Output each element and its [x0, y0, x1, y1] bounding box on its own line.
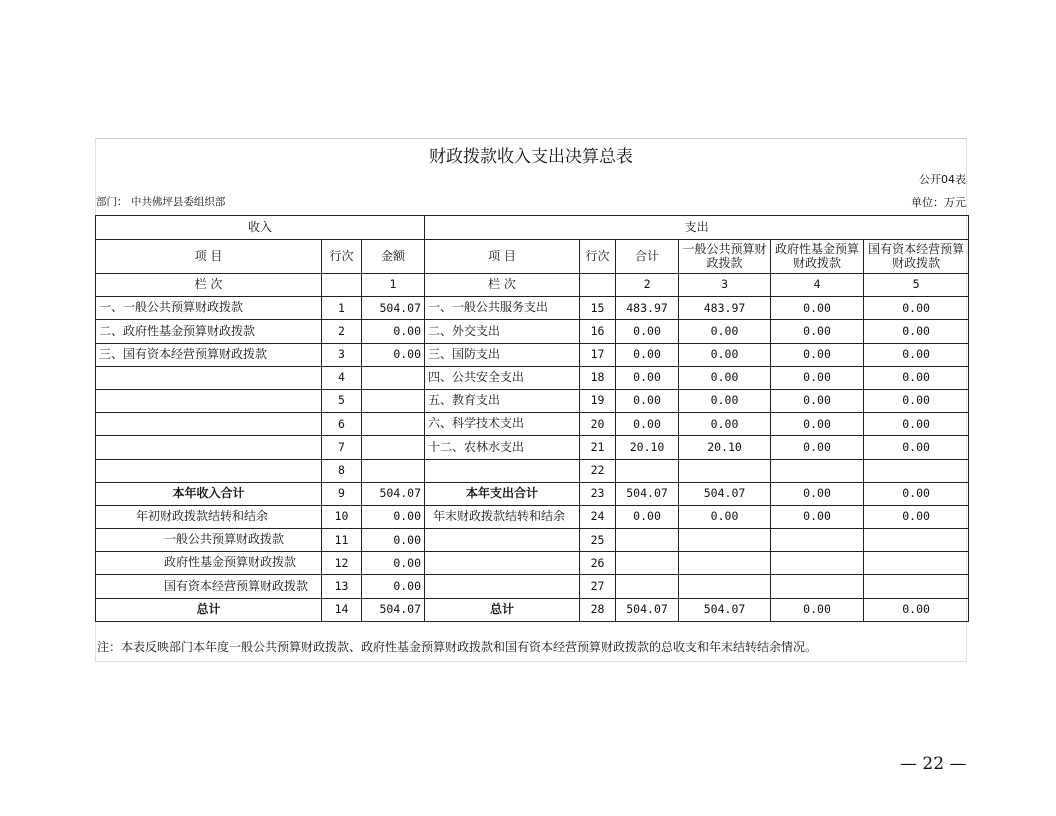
income-line-no: 6: [322, 413, 362, 436]
expense-total: 0.00: [616, 413, 679, 436]
income-line-no: 9: [322, 482, 362, 505]
general-budget-value: 0.00: [679, 343, 771, 366]
column-number: 1: [362, 274, 425, 297]
table-row: [96, 459, 969, 482]
income-line-no: 8: [322, 459, 362, 482]
state-capital-value: 0.00: [864, 413, 969, 436]
gov-fund-value: 0.00: [771, 389, 864, 412]
income-subtotal-label: 本年收入合计: [96, 482, 322, 505]
expense-line-no: 26: [580, 552, 616, 575]
income-line-no: 1: [322, 297, 362, 320]
table-row: [96, 436, 969, 459]
table-row: [96, 366, 969, 389]
income-amount: 0.00: [362, 343, 425, 366]
expense-line-no: 15: [580, 297, 616, 320]
state-capital-value: [864, 575, 969, 598]
expense-subtotal-label: 本年支出合计: [425, 482, 580, 505]
state-capital-value: 0.00: [864, 320, 969, 343]
gov-fund-value: [771, 552, 864, 575]
expense-item: [425, 529, 580, 552]
expense-item: 四、公共安全支出: [425, 366, 580, 389]
general-budget-header: 一般公共预算财政拨款: [679, 240, 771, 274]
expense-total: [616, 552, 679, 575]
column-number: 3: [679, 274, 771, 297]
income-item: 二、政府性基金预算财政拨款: [96, 320, 322, 343]
unit-label: 单位：万元: [911, 196, 966, 209]
expense-total: 483.97: [616, 297, 679, 320]
expense-total: 504.07: [616, 598, 679, 621]
expense-total: 504.07: [616, 482, 679, 505]
income-item: 政府性基金预算财政拨款: [96, 552, 322, 575]
page-number: — 22 —: [900, 754, 967, 774]
general-budget-value: 0.00: [679, 320, 771, 343]
income-line-no: 11: [322, 529, 362, 552]
income-line-no: 5: [322, 389, 362, 412]
general-budget-value: 0.00: [679, 413, 771, 436]
income-amount: [362, 436, 425, 459]
income-amount: 0.00: [362, 575, 425, 598]
gov-fund-value: 0.00: [771, 320, 864, 343]
gov-fund-value: 0.00: [771, 482, 864, 505]
income-line-no: 2: [322, 320, 362, 343]
income-item: 一、一般公共预算财政拨款: [96, 297, 322, 320]
income-amount: 0.00: [362, 505, 425, 528]
fiscal-summary-table: [95, 215, 969, 622]
state-capital-header: 国有资本经营预算财政拨款: [864, 240, 969, 274]
page-title: 财政拨款收入支出决算总表: [429, 147, 633, 167]
income-line-no: 12: [322, 552, 362, 575]
expense-total: 0.00: [616, 366, 679, 389]
column-number: 5: [864, 274, 969, 297]
state-capital-value: 0.00: [864, 343, 969, 366]
general-budget-value: 483.97: [679, 297, 771, 320]
state-capital-value: 0.00: [864, 436, 969, 459]
table-row: [96, 529, 969, 552]
expense-line-header: 行次: [580, 240, 616, 274]
expense-item: 二、外交支出: [425, 320, 580, 343]
table-row: [96, 482, 969, 505]
department-label: 部门： 中共佛坪县委组织部: [96, 196, 226, 208]
income-amount: [362, 389, 425, 412]
table-row: [96, 343, 969, 366]
expense-line-no: 17: [580, 343, 616, 366]
state-capital-value: 0.00: [864, 505, 969, 528]
gov-fund-value: 0.00: [771, 505, 864, 528]
state-capital-value: 0.00: [864, 389, 969, 412]
income-item: 三、国有资本经营预算财政拨款: [96, 343, 322, 366]
state-capital-value: [864, 529, 969, 552]
table-row: [96, 552, 969, 575]
footnote: 注：本表反映部门本年度一般公共预算财政拨款、政府性基金预算财政拨款和国有资本经营预算财政拨款的总收支和年末结转结余情况。: [97, 640, 818, 654]
income-amount: [362, 413, 425, 436]
income-line-no: 14: [322, 598, 362, 621]
expense-total: 0.00: [616, 505, 679, 528]
table-row: [96, 297, 969, 320]
expense-line-no: 18: [580, 366, 616, 389]
form-number: 公开04表: [919, 173, 966, 186]
expense-item: 一、一般公共服务支出: [425, 297, 580, 320]
expense-total: 0.00: [616, 320, 679, 343]
expense-total: 0.00: [616, 343, 679, 366]
expense-item: 十二、农林水支出: [425, 436, 580, 459]
income-section-header: 收入: [96, 216, 425, 240]
expense-line-no: 28: [580, 598, 616, 621]
expense-line-no: 19: [580, 389, 616, 412]
expense-item: 六、科学技术支出: [425, 413, 580, 436]
income-amount-header: 金额: [362, 240, 425, 274]
empty-cell: [580, 274, 616, 297]
expense-item: 年末财政拨款结转和结余: [425, 505, 580, 528]
empty-cell: [322, 274, 362, 297]
table-row: [96, 413, 969, 436]
general-budget-value: [679, 575, 771, 598]
income-column-label: 栏 次: [96, 274, 322, 297]
expense-total: [616, 459, 679, 482]
gov-fund-value: [771, 459, 864, 482]
state-capital-value: 0.00: [864, 297, 969, 320]
expense-item: [425, 575, 580, 598]
income-item-header: 项 目: [96, 240, 322, 274]
general-budget-value: 0.00: [679, 389, 771, 412]
income-item: [96, 459, 322, 482]
table-row: [96, 598, 969, 621]
gov-fund-value: 0.00: [771, 436, 864, 459]
state-capital-value: [864, 459, 969, 482]
expense-total-header: 合计: [616, 240, 679, 274]
gov-fund-value: 0.00: [771, 413, 864, 436]
expense-item-header: 项 目: [425, 240, 580, 274]
expense-item: 五、教育支出: [425, 389, 580, 412]
expense-item: 三、国防支出: [425, 343, 580, 366]
gov-fund-value: 0.00: [771, 343, 864, 366]
income-item: 一般公共预算财政拨款: [96, 529, 322, 552]
table-row: [96, 320, 969, 343]
expense-total: 20.10: [616, 436, 679, 459]
income-amount: 504.07: [362, 482, 425, 505]
income-item: [96, 389, 322, 412]
income-amount: 0.00: [362, 552, 425, 575]
expense-total: 0.00: [616, 389, 679, 412]
gov-fund-value: [771, 529, 864, 552]
general-budget-value: [679, 459, 771, 482]
income-item: [96, 436, 322, 459]
general-budget-value: [679, 529, 771, 552]
expense-item: [425, 459, 580, 482]
income-item: [96, 413, 322, 436]
gov-fund-value: 0.00: [771, 366, 864, 389]
expense-line-no: 25: [580, 529, 616, 552]
state-capital-value: 0.00: [864, 366, 969, 389]
expense-line-no: 23: [580, 482, 616, 505]
gov-fund-value: 0.00: [771, 297, 864, 320]
table-row: [96, 505, 969, 528]
expense-line-no: 16: [580, 320, 616, 343]
income-amount: 504.07: [362, 598, 425, 621]
table-row: [96, 575, 969, 598]
expense-line-no: 24: [580, 505, 616, 528]
expense-grand-total-label: 总计: [425, 598, 580, 621]
gov-fund-header: 政府性基金预算财政拨款: [771, 240, 864, 274]
income-amount: 0.00: [362, 320, 425, 343]
income-line-no: 7: [322, 436, 362, 459]
expense-item: [425, 552, 580, 575]
general-budget-value: 20.10: [679, 436, 771, 459]
income-item: 国有资本经营预算财政拨款: [96, 575, 322, 598]
expense-line-no: 27: [580, 575, 616, 598]
state-capital-value: 0.00: [864, 598, 969, 621]
state-capital-value: 0.00: [864, 482, 969, 505]
income-line-no: 4: [322, 366, 362, 389]
income-amount: [362, 366, 425, 389]
expense-total: [616, 575, 679, 598]
general-budget-value: 0.00: [679, 505, 771, 528]
income-amount: [362, 459, 425, 482]
income-amount: 0.00: [362, 529, 425, 552]
income-line-header: 行次: [322, 240, 362, 274]
general-budget-value: 0.00: [679, 366, 771, 389]
expense-total: [616, 529, 679, 552]
general-budget-value: 504.07: [679, 598, 771, 621]
income-grand-total-label: 总计: [96, 598, 322, 621]
income-item: 年初财政拨款结转和结余: [96, 505, 322, 528]
expense-line-no: 22: [580, 459, 616, 482]
income-line-no: 10: [322, 505, 362, 528]
income-amount: 504.07: [362, 297, 425, 320]
general-budget-value: [679, 552, 771, 575]
gov-fund-value: [771, 575, 864, 598]
expense-line-no: 20: [580, 413, 616, 436]
state-capital-value: [864, 552, 969, 575]
expense-line-no: 21: [580, 436, 616, 459]
column-number: 4: [771, 274, 864, 297]
income-line-no: 13: [322, 575, 362, 598]
general-budget-value: 504.07: [679, 482, 771, 505]
table-row: [96, 389, 969, 412]
expense-section-header: 支出: [425, 216, 969, 240]
expense-column-label: 栏 次: [425, 274, 580, 297]
income-line-no: 3: [322, 343, 362, 366]
gov-fund-value: 0.00: [771, 598, 864, 621]
column-number: 2: [616, 274, 679, 297]
income-item: [96, 366, 322, 389]
